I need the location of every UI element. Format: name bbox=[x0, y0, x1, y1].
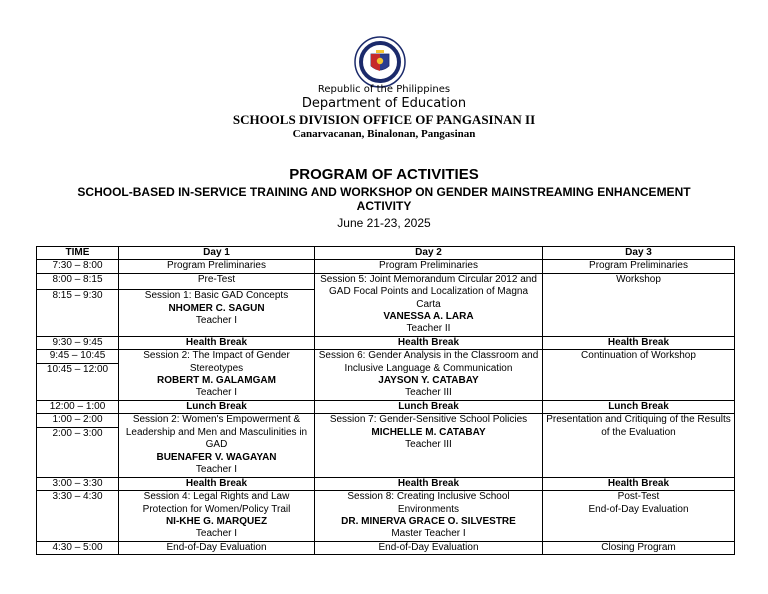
speaker-name: ROBERT M. GALAMGAM bbox=[157, 375, 276, 387]
day2-session-7 bbox=[315, 414, 543, 477]
day2-lunch-break: Lunch Break bbox=[315, 400, 543, 413]
speaker-role: Teacher III bbox=[405, 439, 452, 451]
table-row bbox=[37, 350, 735, 364]
speaker-name: VANESSA A. LARA bbox=[383, 311, 474, 323]
session-title: Session 6: Gender Analysis in the Classroom and Inclusive Language & Communication bbox=[318, 350, 539, 374]
day3-health-break: Health Break bbox=[543, 336, 735, 349]
speaker-role: Teacher I bbox=[195, 387, 238, 399]
time-cell: 9:45 – 10:45 bbox=[37, 350, 119, 364]
column-header-day-1: Day 1 bbox=[119, 247, 315, 260]
session-title: Session 2: Women's Empowerment & Leadership and Men and Masculinities in GAD bbox=[125, 414, 308, 451]
day3-prelim: Program Preliminaries bbox=[543, 260, 735, 273]
page-title: PROGRAM OF ACTIVITIES bbox=[289, 166, 479, 183]
session-title: Session 2: The Impact of Gender Stereotypes bbox=[143, 350, 290, 374]
deped-seal-logo bbox=[354, 36, 406, 88]
time-cell: 2:00 – 3:00 bbox=[37, 427, 119, 477]
speaker-role: Teacher II bbox=[406, 323, 451, 335]
day1-session-4 bbox=[119, 491, 315, 542]
day3-lunch-break: Lunch Break bbox=[543, 400, 735, 413]
session-title: Session 8: Creating Inclusive School Environments bbox=[347, 491, 510, 515]
day1-health-break-2: Health Break bbox=[119, 477, 315, 490]
speaker-name: DR. MINERVA GRACE O. SILVESTRE bbox=[341, 515, 516, 527]
table-row bbox=[37, 414, 735, 427]
speaker-role: Teacher I bbox=[195, 463, 238, 475]
session-title: Session 1: Basic GAD Concepts bbox=[144, 290, 289, 302]
day1-session-3 bbox=[119, 414, 315, 477]
republic-label: Republic of the Philippines bbox=[317, 84, 451, 95]
speaker-name: NI-KHE G. MARQUEZ bbox=[165, 515, 268, 527]
column-header-time: TIME bbox=[37, 247, 119, 260]
day3-closing: Closing Program bbox=[543, 541, 735, 554]
evaluation-label: End-of-Day Evaluation bbox=[588, 503, 689, 515]
day1-session-1 bbox=[119, 290, 315, 337]
day2-session-6 bbox=[315, 350, 543, 401]
day1-session-2 bbox=[119, 350, 315, 401]
table-row bbox=[37, 541, 735, 554]
time-cell: 4:30 – 5:00 bbox=[37, 541, 119, 554]
division-address: Canarvacanan, Binalonan, Pangasinan bbox=[292, 128, 476, 140]
day2-health-break: Health Break bbox=[315, 336, 543, 349]
day2-session-5 bbox=[315, 273, 543, 336]
table-row bbox=[37, 491, 735, 542]
table-header-row bbox=[37, 247, 735, 260]
day2-health-break-2: Health Break bbox=[315, 477, 543, 490]
day2-prelim: Program Preliminaries bbox=[315, 260, 543, 273]
session-title: Session 5: Joint Memorandum Circular 2012 and GAD Focal Points and Localization of Magna Carta bbox=[320, 273, 537, 310]
day3-continuation: Continuation of Workshop bbox=[543, 350, 735, 401]
day2-end-evaluation: End-of-Day Evaluation bbox=[315, 541, 543, 554]
session-title: Session 7: Gender-Sensitive School Policies bbox=[329, 414, 528, 426]
day1-prelim: Program Preliminaries bbox=[119, 260, 315, 273]
speaker-name: JAYSON Y. CATABAY bbox=[378, 375, 479, 387]
table-row bbox=[37, 273, 735, 289]
time-cell: 7:30 – 8:00 bbox=[37, 260, 119, 273]
time-cell: 1:00 – 2:00 bbox=[37, 414, 119, 427]
day3-presentation: Presentation and Critiquing of the Results of the Evaluation bbox=[543, 414, 735, 477]
time-cell: 8:15 – 9:30 bbox=[37, 290, 119, 337]
division-name: SCHOOLS DIVISION OFFICE OF PANGASINAN II bbox=[232, 112, 536, 127]
column-header-day-2: Day 2 bbox=[315, 247, 543, 260]
day3-posttest-eval bbox=[543, 491, 735, 542]
day1-health-break: Health Break bbox=[119, 336, 315, 349]
table-row bbox=[37, 260, 735, 273]
posttest-label: Post-Test bbox=[617, 491, 660, 503]
time-cell: 12:00 – 1:00 bbox=[37, 400, 119, 413]
speaker-role: Teacher I bbox=[195, 528, 238, 540]
time-cell: 3:30 – 4:30 bbox=[37, 491, 119, 542]
day1-end-evaluation: End-of-Day Evaluation bbox=[119, 541, 315, 554]
table-row bbox=[37, 400, 735, 413]
column-header-day-3: Day 3 bbox=[543, 247, 735, 260]
page-subtitle: SCHOOL-BASED IN-SERVICE TRAINING AND WORKSHOP ON GENDER MAINSTREAMING ENHANCEMENT ACTIVITY bbox=[77, 185, 691, 213]
table-row bbox=[37, 336, 735, 349]
session-title: Session 4: Legal Rights and Law Protection for Women/Policy Trail bbox=[142, 491, 291, 515]
time-cell: 8:00 – 8:15 bbox=[37, 273, 119, 289]
speaker-name: NHOMER C. SAGUN bbox=[168, 302, 265, 314]
day2-session-8 bbox=[315, 491, 543, 542]
program-dates: June 21-23, 2025 bbox=[337, 216, 431, 230]
speaker-name: MICHELLE M. CATABAY bbox=[371, 426, 486, 438]
table-row bbox=[37, 477, 735, 490]
day3-workshop: Workshop bbox=[543, 273, 735, 336]
speaker-role: Master Teacher I bbox=[391, 528, 466, 540]
day3-health-break-2: Health Break bbox=[543, 477, 735, 490]
speaker-role: Teacher III bbox=[405, 387, 452, 399]
day1-lunch-break: Lunch Break bbox=[119, 400, 315, 413]
schedule-table bbox=[36, 246, 735, 555]
time-cell: 10:45 – 12:00 bbox=[37, 363, 119, 400]
day1-pretest: Pre-Test bbox=[119, 273, 315, 289]
time-cell: 3:00 – 3:30 bbox=[37, 477, 119, 490]
time-cell: 9:30 – 9:45 bbox=[37, 336, 119, 349]
department-name: Department of Education bbox=[301, 96, 467, 111]
speaker-name: BUENAFER V. WAGAYAN bbox=[156, 451, 277, 463]
speaker-role: Teacher I bbox=[195, 314, 238, 326]
